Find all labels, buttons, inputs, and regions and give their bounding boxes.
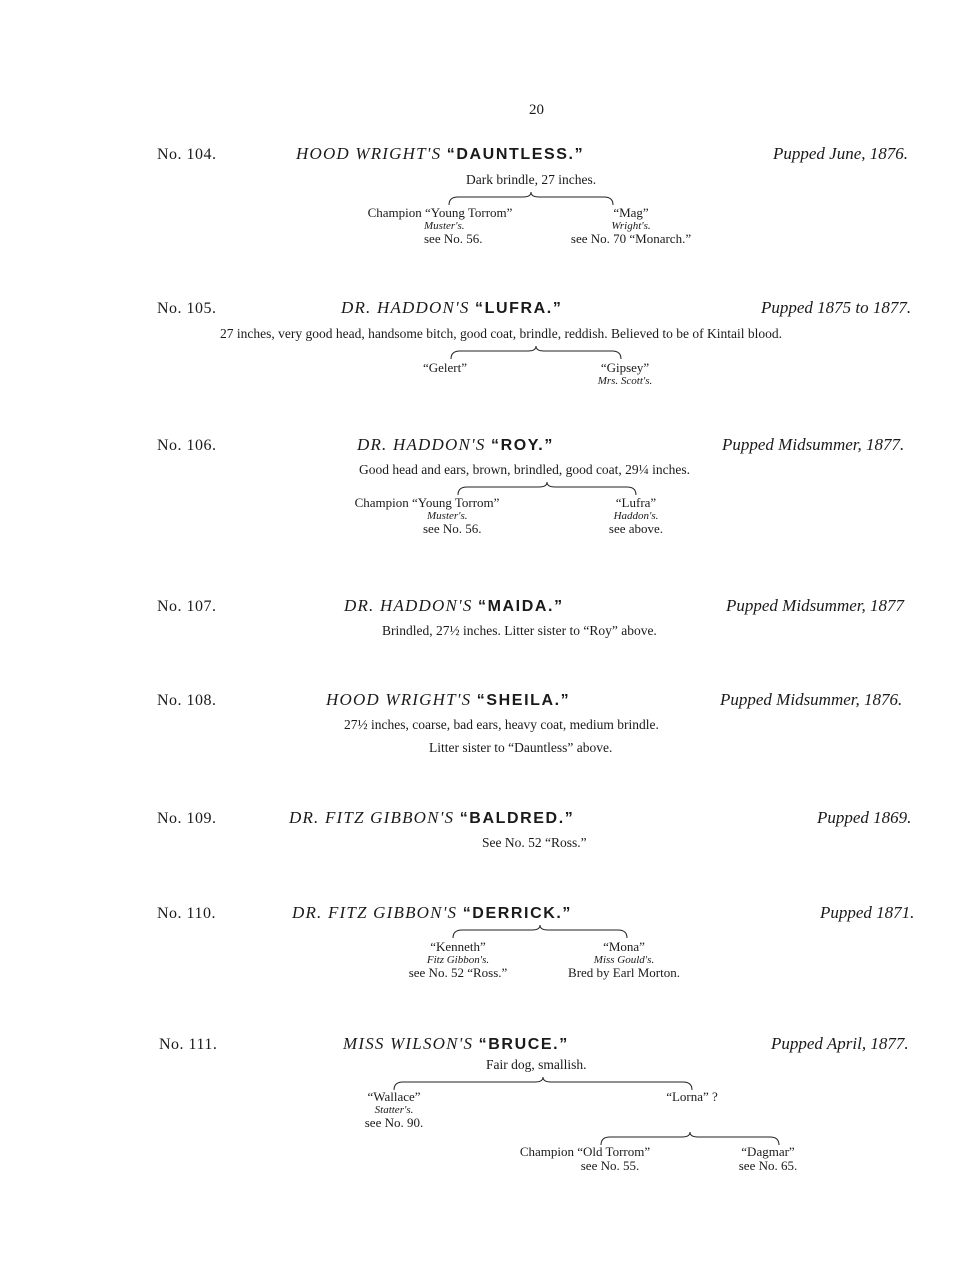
entry-number: No. 105. (157, 300, 217, 317)
sire-name: “Kenneth” (430, 939, 486, 954)
dam-dam-name: “Dagmar” (741, 1144, 795, 1159)
pupped-date: Pupped Midsummer, 1877 (726, 596, 905, 615)
pedigree-brace (452, 924, 628, 940)
entry-number: No. 104. (157, 146, 217, 163)
sire-owner: Muster's. (427, 510, 468, 522)
dam-name: “Mag” (613, 205, 649, 220)
entry-number: No. 107. (157, 598, 217, 615)
owner-name: HOOD WRIGHT'S (296, 144, 442, 163)
owner-name: DR. FITZ GIBBON'S (289, 808, 455, 827)
sire (390, 940, 526, 980)
dam-owner: Mrs. Scott's. (597, 375, 653, 387)
dam-sire-ref: see No. 55. (580, 1158, 640, 1173)
entry-title (326, 690, 570, 710)
sire (346, 1090, 442, 1130)
sire (348, 206, 532, 246)
dam-ref: see No. 70 “Monarch.” (570, 231, 692, 246)
dog-name: “BALDRED.” (459, 810, 575, 827)
owner-name: DR. HADDON'S (357, 435, 486, 454)
entry-title (296, 144, 584, 164)
dam (554, 940, 694, 980)
entry-title (344, 596, 564, 616)
dog-name: “LUFRA.” (474, 300, 563, 317)
sire-name: “Gelert” (422, 360, 468, 375)
sire-name: Champion “Young Torrom” (354, 495, 500, 510)
dam-owner: Wright's. (611, 220, 651, 232)
description: Dark brindle, 27 inches. (466, 172, 597, 187)
dam (572, 361, 678, 387)
dog-name: “ROY.” (490, 437, 554, 454)
sire-ref: see No. 90. (364, 1115, 424, 1130)
pupped-date: Pupped April, 1877. (771, 1034, 909, 1053)
sire-owner: Fitz Gibbon's. (426, 954, 490, 966)
pupped-date: Pupped 1869. (817, 808, 912, 827)
owner-name: DR. FITZ GIBBON'S (292, 903, 458, 922)
dam-sire-name: Champion “Old Torrom” (519, 1144, 651, 1159)
dam-name: “Mona” (603, 939, 645, 954)
description: Fair dog, smallish. (486, 1057, 587, 1072)
dam (652, 1090, 732, 1104)
sire-ref: see No. 52 “Ross.” (408, 965, 508, 980)
sire-name: “Wallace” (367, 1089, 421, 1104)
dam-ref: Bred by Earl Morton. (568, 965, 680, 980)
dam (556, 206, 706, 246)
owner-name: DR. HADDON'S (344, 596, 473, 615)
entry-number: No. 110. (157, 905, 216, 922)
entry-title (357, 435, 554, 455)
dam (596, 496, 676, 536)
entry-title (341, 298, 562, 318)
dam-name: “Lufra” (615, 495, 657, 510)
sire (335, 496, 519, 536)
owner-name: DR. HADDON'S (341, 298, 470, 317)
pupped-date: Pupped Midsummer, 1877. (722, 435, 905, 454)
sire-owner: Muster's. (424, 220, 465, 232)
entry-title (292, 903, 572, 923)
dog-name: “SHEILA.” (476, 692, 571, 709)
entry-title (289, 808, 574, 828)
entry-number: No. 108. (157, 692, 217, 709)
dam-owner: Haddon's. (613, 510, 659, 522)
sire (398, 361, 492, 375)
entry-number: No. 111. (159, 1036, 218, 1053)
entry-title (343, 1034, 569, 1054)
dam-name: “Gipsey” (600, 360, 650, 375)
description-line-2: Litter sister to “Dauntless” above. (429, 740, 613, 755)
dog-name: “MAIDA.” (477, 598, 564, 615)
pupped-date: Pupped June, 1876. (773, 144, 909, 163)
pedigree-brace (450, 345, 622, 361)
dog-name: “DERRICK.” (462, 905, 573, 922)
dog-name: “DAUNTLESS.” (446, 146, 585, 163)
owner-name: HOOD WRIGHT'S (326, 690, 472, 709)
description: Good head and ears, brown, brindled, good coat, 29¼ inches. (359, 462, 691, 477)
pupped-date: Pupped 1871. (820, 903, 915, 922)
dam-ref: see above. (608, 521, 664, 536)
entry-number: No. 109. (157, 810, 217, 827)
dog-name: “BRUCE.” (478, 1036, 569, 1053)
description: 27½ inches, coarse, bad ears, heavy coat, medium brindle. (344, 717, 659, 732)
dam-name: “Lorna” ? (666, 1089, 718, 1104)
sire-ref: see No. 56. (423, 521, 482, 536)
sire-ref: see No. 56. (424, 231, 483, 246)
dam-sire (492, 1145, 678, 1173)
entry-number: No. 106. (157, 437, 217, 454)
sire-owner: Statter's. (374, 1104, 414, 1116)
description: Brindled, 27½ inches. Litter sister to “Roy” above. (382, 623, 657, 638)
owner-name: MISS WILSON'S (343, 1034, 474, 1053)
dam-dam-ref: see No. 65. (738, 1158, 798, 1173)
sire-name: Champion “Young Torrom” (367, 205, 513, 220)
pupped-date: Pupped Midsummer, 1876. (720, 690, 903, 709)
description: 27 inches, very good head, handsome bitch, good coat, brindle, reddish. Believed to be of Kintail blood. (220, 326, 782, 341)
description: See No. 52 “Ross.” (482, 835, 587, 850)
pupped-date: Pupped 1875 to 1877. (761, 298, 912, 317)
dam-owner: Miss Gould's. (593, 954, 655, 966)
page-number: 20 (529, 102, 544, 118)
dam-dam (728, 1145, 808, 1173)
